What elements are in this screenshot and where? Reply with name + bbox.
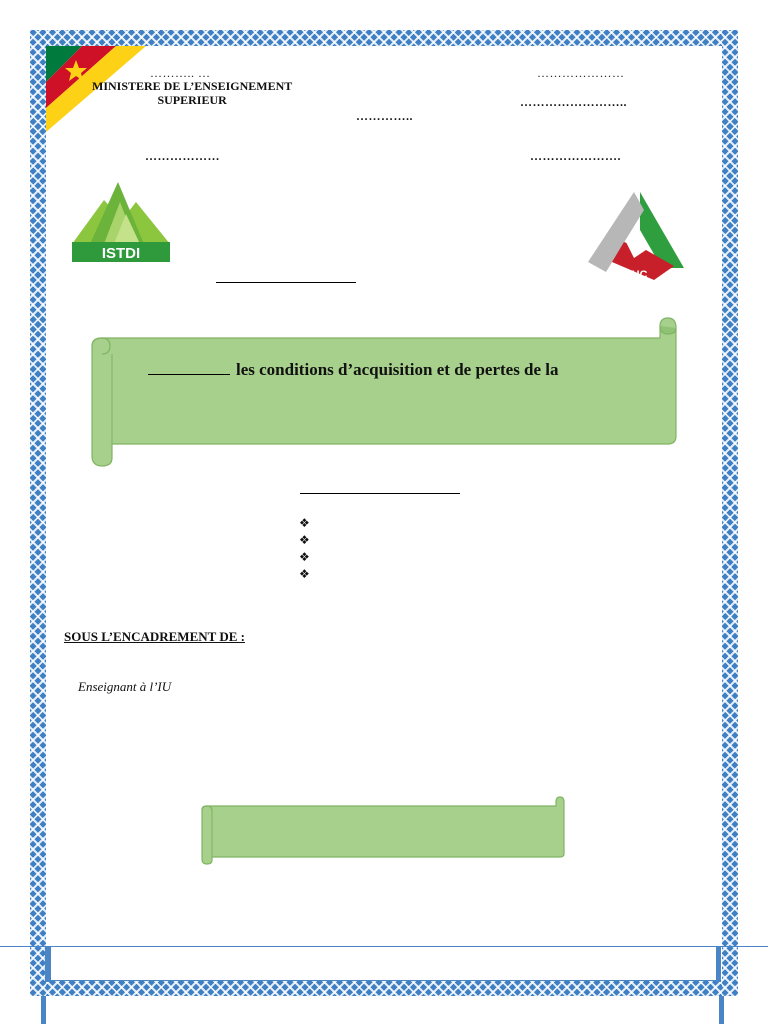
iuc-logo	[584, 186, 688, 282]
istdi-logo-label: ISTDI	[101, 245, 141, 262]
header-center-dots: …………..	[356, 109, 413, 123]
ministry-name	[92, 79, 292, 107]
project-title-text: les conditions d’acquisition et de pertes de la	[236, 360, 559, 379]
members-rule	[300, 493, 460, 494]
footer-stub-right	[719, 996, 724, 1024]
member-bullet-1: ❖	[299, 516, 310, 530]
header-left-dots: ……….. …	[150, 66, 211, 80]
ministry-line-2: SUPERIEUR	[157, 93, 227, 107]
title-rule	[216, 282, 356, 283]
project-title	[148, 360, 559, 380]
page-border-left	[30, 30, 46, 996]
members-list	[299, 515, 310, 583]
title-blank-line	[148, 360, 230, 375]
supervisor-role: Enseignant à l’IU	[78, 679, 172, 694]
member-bullet-3: ❖	[299, 550, 310, 564]
header-right-dots-lower: ………………….	[530, 149, 621, 163]
footer-tick-left	[45, 946, 50, 982]
title-scroll-banner	[90, 316, 680, 468]
ministry-line-1: MINISTERE DE L’ENSEIGNEMENT	[92, 79, 293, 93]
member-bullet-2: ❖	[299, 533, 310, 547]
member-bullet-4: ❖	[299, 567, 310, 581]
istdi-logo	[70, 180, 172, 264]
page-border-bottom	[30, 980, 738, 996]
header-right-dots: …………………	[537, 66, 625, 80]
header-left-dots-lower: ………………	[145, 149, 220, 163]
header-right-dots-2: ……………………..	[520, 95, 627, 109]
footer-stub-left	[41, 996, 46, 1024]
iuc-logo-label: IUC	[628, 269, 648, 281]
page-border-top	[30, 30, 738, 46]
year-scroll-banner	[200, 796, 568, 866]
footer-box	[50, 947, 718, 981]
footer-tick-right	[716, 946, 721, 982]
supervision-heading: SOUS L’ENCADREMENT DE :	[64, 629, 245, 644]
page-border-right	[722, 30, 738, 996]
